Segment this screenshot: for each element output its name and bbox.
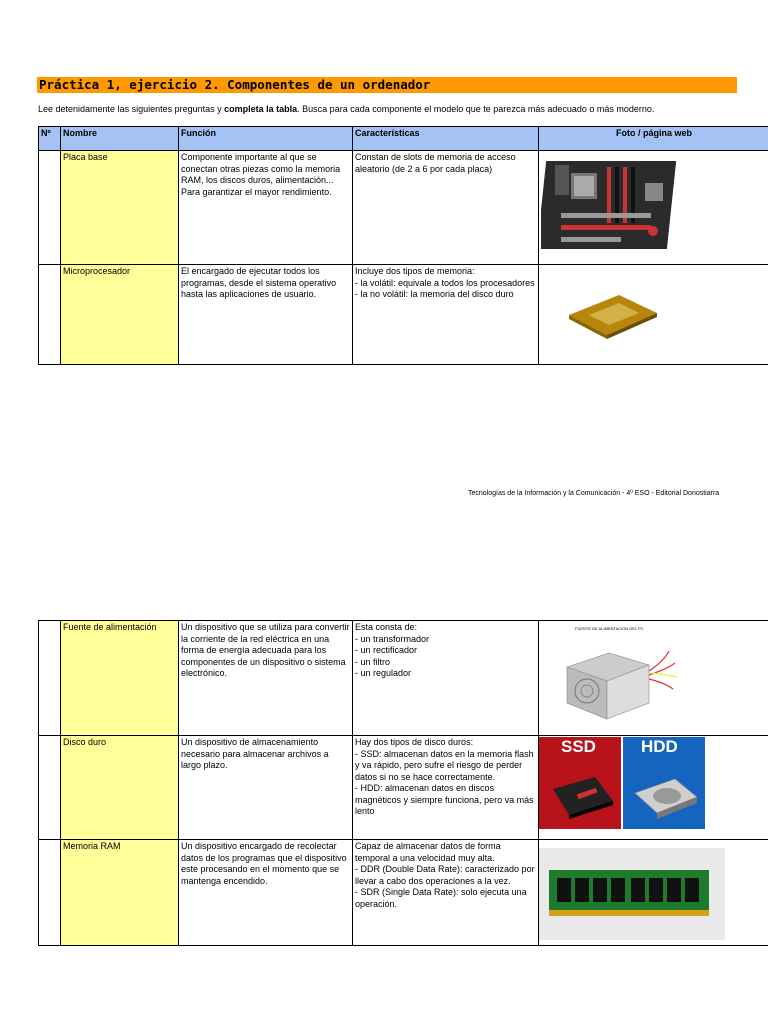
row-caracteristicas: Constan de slots de memoria de acceso aleatorio (de 2 a 6 por cada placa) [353, 151, 539, 265]
row-caracteristicas: Esta consta de: - un transformador - un rectificador - un filtro - un regulador [353, 621, 539, 736]
row-caracteristicas: Hay dos tipos de disco duros: - SSD: almacenan datos en la memoria flash y va rápido, pero sufre el riesgo de perder datos si no se hace correctamente. - HDD: almacenan datos en discos magnéticos y siempre funciona, pero va más lento [353, 736, 539, 840]
row-name: Microprocesador [61, 265, 179, 365]
row-caracteristicas: Incluye dos tipos de memoria: - la volátil: equivale a todos los procesadores - la no volátil: la memoria del disco duro [353, 265, 539, 365]
header-funcion: Función [179, 127, 353, 151]
row-name: Fuente de alimentación [61, 621, 179, 736]
row-funcion: Componente importante al que se conectan otras piezas como la memoria RAM, los discos duros, alimentación... Para garantizar el mayor rendimiento. [179, 151, 353, 265]
motherboard-icon [541, 153, 687, 263]
row-name: Disco duro [61, 736, 179, 840]
row-caracteristicas: Capaz de almacenar datos de forma temporal a una velocidad muy alta. - DDR (Double Data Rate): caracterizado por llevar a cabo dos operaciones a la vez. - SDR (Single Data Rate): solo ejecuta una operación. [353, 840, 539, 946]
hdd-drive-icon [623, 767, 705, 827]
table-row [39, 621, 768, 736]
power-supply-caption: FUENTE DE ALIMENTACION DEL PC [575, 626, 644, 631]
table-row [39, 151, 768, 265]
ssd-hdd-image [539, 736, 768, 840]
header-nombre: Nombre [61, 127, 179, 151]
intro-part1: Lee detenidamente las siguientes preguntas y [38, 104, 225, 114]
page-title: Práctica 1, ejercicio 2. Componentes de un ordenador [39, 77, 431, 92]
row-name: Placa base [61, 151, 179, 265]
power-supply-icon [539, 631, 689, 731]
table-header-row [39, 127, 768, 151]
header-num: Nº [39, 127, 61, 151]
cpu-image [539, 265, 768, 365]
row-num [39, 621, 61, 736]
table-row [39, 736, 768, 840]
ssd-drive-icon [539, 767, 621, 827]
header-foto: Foto / página web [539, 127, 768, 151]
row-funcion: Un dispositivo encargado de recolectar datos de los programas que el dispositivo este procesando en el momento que se mantenga encendido. [179, 840, 353, 946]
intro-bold: completa la tabla [224, 104, 298, 114]
power-supply-image [539, 621, 768, 736]
row-funcion: Un dispositivo que se utiliza para convertir la corriente de la red eléctrica en una forma de energía adecuada para los componentes de un dispositivo o sistema electrónico. [179, 621, 353, 736]
header-caracteristicas: Características [353, 127, 539, 151]
ssd-panel [539, 737, 621, 829]
ssd-label: SSD [561, 737, 596, 756]
components-table-2 [38, 620, 768, 946]
hdd-label: HDD [641, 737, 678, 756]
table-row [39, 265, 768, 365]
page-footer: Tecnologías de la Información y la Comunicación - 4º ESO - Editorial Donostiarra [468, 490, 720, 497]
row-funcion: El encargado de ejecutar todos los programas, desde el sistema operativo hasta las aplicaciones de usuario. [179, 265, 353, 365]
row-num [39, 736, 61, 840]
cpu-icon [539, 265, 689, 361]
title-bar [37, 77, 737, 93]
row-num [39, 151, 61, 265]
ram-icon [539, 848, 725, 940]
row-funcion: Un dispositivo de almacenamiento necesario para almacenar archivos a largo plazo. [179, 736, 353, 840]
ram-image [539, 840, 768, 946]
table-row [39, 840, 768, 946]
hdd-panel [623, 737, 705, 829]
components-table-1 [38, 126, 768, 365]
row-num [39, 265, 61, 365]
intro-text [38, 104, 654, 114]
row-num [39, 840, 61, 946]
motherboard-image [539, 151, 768, 265]
intro-part2: . Busca para cada componente el modelo que te parezca más adecuado o más moderno. [297, 104, 655, 114]
row-name: Memoria RAM [61, 840, 179, 946]
